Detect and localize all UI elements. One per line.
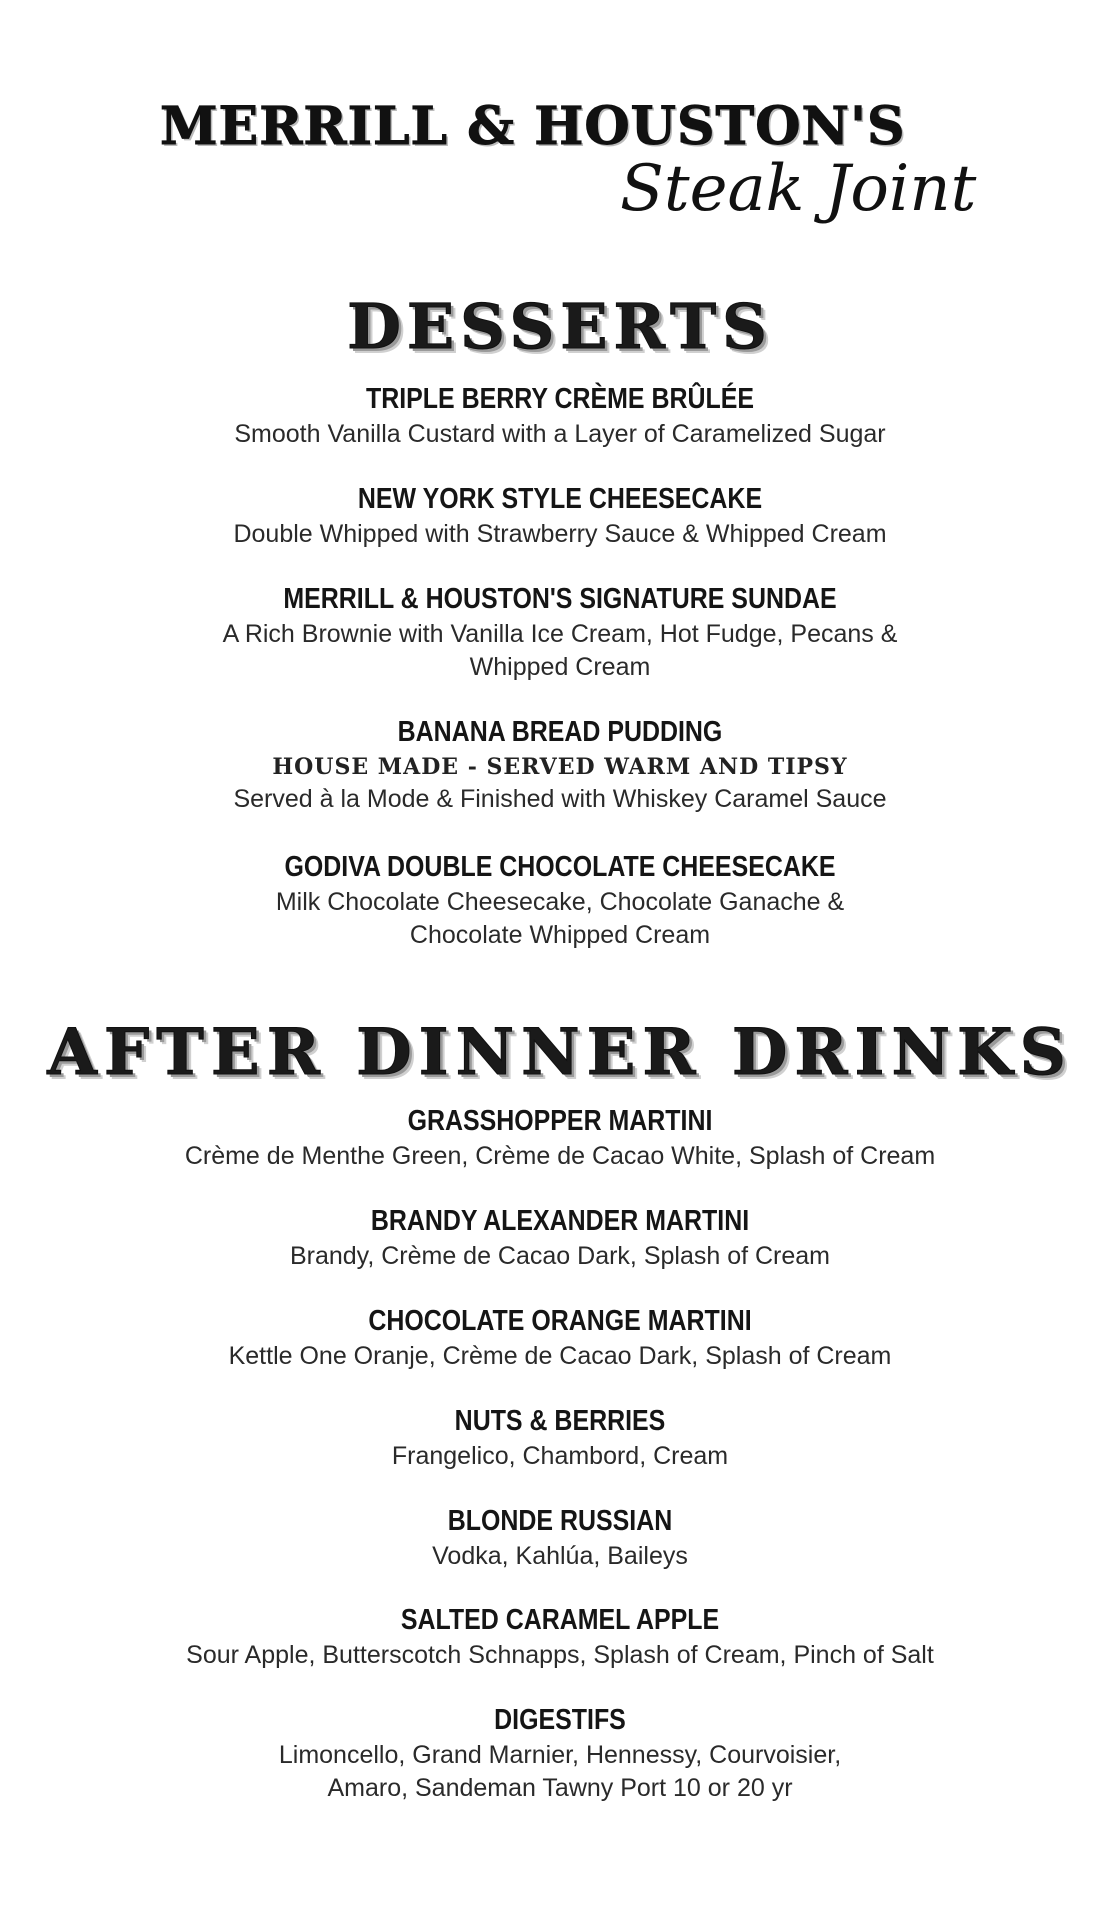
desserts-heading: DESSERTS (347, 290, 773, 363)
item-name: GRASSHOPPER MARTINI (407, 1105, 713, 1137)
item-name: GODIVA DOUBLE CHOCOLATE CHEESECAKE (284, 851, 836, 883)
item-description: Crème de Menthe Green, Crème de Cacao White, Splash of Cream (184, 1142, 936, 1170)
menu-item (60, 1402, 1060, 1473)
restaurant-name: MERRILL & HOUSTON'S (160, 96, 906, 157)
menu-item (60, 1701, 1060, 1805)
item-name: BRANDY ALEXANDER MARTINI (370, 1205, 750, 1237)
item-description-line1: A Rich Brownie with Vanilla Ice Cream, Hot Fudge, Pecans & (222, 620, 898, 648)
item-description: Sour Apple, Butterscotch Schnapps, Splash of Cream, Pinch of Salt (186, 1641, 934, 1669)
menu-item (60, 1302, 1060, 1373)
menu-item (60, 1502, 1060, 1573)
item-name: BANANA BREAD PUDDING (397, 716, 723, 748)
item-description-line2: Chocolate Whipped Cream (409, 921, 711, 949)
menu-item (60, 480, 1060, 551)
item-name: CHOCOLATE ORANGE MARTINI (368, 1305, 752, 1337)
item-name: DIGESTIFS (494, 1704, 626, 1736)
item-description-line2: Amaro, Sandeman Tawny Port 10 or 20 yr (327, 1774, 793, 1802)
menu-item (60, 1202, 1060, 1273)
menu-item (60, 1102, 1060, 1173)
item-name: TRIPLE BERRY CRÈME BRÛLÉE (365, 383, 754, 415)
item-description-line2: Whipped Cream (469, 653, 651, 681)
item-description: Frangelico, Chambord, Cream (391, 1442, 729, 1470)
item-description: Served à la Mode & Finished with Whiskey Caramel Sauce (233, 785, 887, 813)
item-name: SALTED CARAMEL APPLE (400, 1604, 720, 1636)
item-description: Double Whipped with Strawberry Sauce & Whipped Cream (233, 520, 887, 548)
menu-item (60, 848, 1060, 952)
item-name: NUTS & BERRIES (454, 1405, 666, 1437)
item-description-line1: Limoncello, Grand Marnier, Hennessy, Courvoisier, (278, 1741, 842, 1769)
item-description: Vodka, Kahlúa, Baileys (432, 1542, 688, 1570)
item-name: NEW YORK STYLE CHEESECAKE (357, 483, 763, 515)
menu-item (60, 380, 1060, 451)
item-description: Kettle One Oranje, Crème de Cacao Dark, Splash of Cream (228, 1342, 892, 1370)
item-note: HOUSE MADE - SERVED WARM AND TIPSY (272, 754, 848, 780)
drinks-heading: AFTER DINNER DRINKS (47, 1015, 1073, 1090)
restaurant-subtitle: Steak Joint (620, 152, 977, 226)
item-description-line1: Milk Chocolate Cheesecake, Chocolate Ganache & (275, 888, 845, 916)
menu-item (60, 580, 1060, 684)
item-description: Brandy, Crème de Cacao Dark, Splash of Cream (289, 1242, 831, 1270)
menu-item (60, 1601, 1060, 1672)
item-description: Smooth Vanilla Custard with a Layer of Caramelized Sugar (234, 420, 886, 448)
item-name: MERRILL & HOUSTON'S SIGNATURE SUNDAE (283, 583, 837, 615)
item-name: BLONDE RUSSIAN (447, 1505, 673, 1537)
menu-item (60, 713, 1060, 816)
